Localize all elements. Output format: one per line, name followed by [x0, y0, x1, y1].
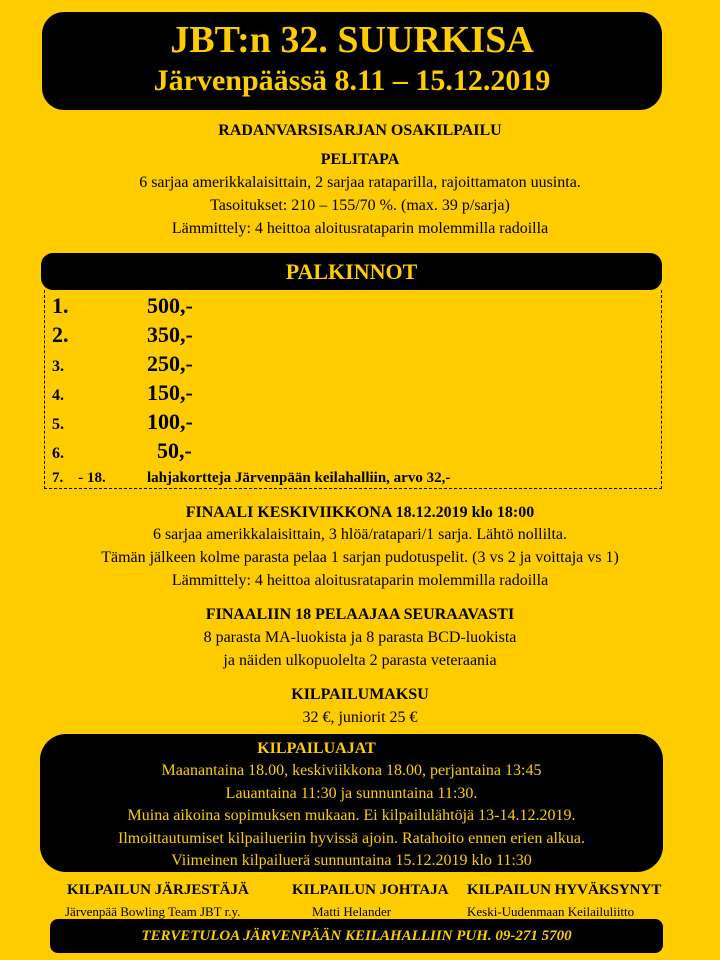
approved-name: Keski-Uudenmaan Keilailuliitto	[467, 904, 635, 919]
prize-row	[52, 350, 193, 381]
final-line-1: 6 sarjaa amerikkalaisittain, 3 hlöä/ratapari/1 sarja. Lähtö nollilta.	[152, 526, 568, 543]
qualify-line-2: ja näiden ulkopuolelta 2 parasta veteraania	[223, 652, 497, 669]
approved-label: KILPAILUN HYVÄKSYNYT	[467, 882, 662, 898]
times-line-3: Muina aikoina sopimuksen mukaan. Ei kilpailulähtöjä 13-14.12.2019.	[127, 807, 576, 824]
organizer-name: Järvenpää Bowling Team JBT r.y.	[65, 904, 241, 919]
organizer-label: KILPAILUN JÄRJESTÄJÄ	[67, 882, 249, 898]
title-banner	[42, 12, 662, 110]
prize-amount: 500,-	[147, 293, 193, 318]
prize-rank: 3.	[52, 358, 64, 375]
prize-amount: 250,-	[147, 351, 193, 376]
prize-giftcard-text: lahjakortteja Järvenpään keilahalliin, arvo 32,-	[147, 470, 451, 486]
pelitapa-line-3: Lämmittely: 4 heittoa aloitusrataparin molemmilla radoilla	[171, 220, 549, 237]
prize-row	[52, 292, 193, 320]
times-line-1: Maanantaina 18.00, keskiviikkona 18.00, perjantaina 13:45	[161, 762, 542, 779]
times-heading: KILPAILUAJAT	[257, 740, 376, 757]
prize-rank: 2.	[52, 322, 69, 347]
times-line-5: Viimeinen kilpailuerä sunnuntaina 15.12.2019 klo 11:30	[171, 852, 532, 869]
pelitapa-line-2: Tasoitukset: 210 – 155/70 %. (max. 39 p/sarja)	[210, 197, 510, 214]
prize-rank: 5.	[52, 416, 64, 433]
series-label: RADANVARSISARJAN OSAKILPAILU	[218, 122, 502, 139]
prize-amount: 150,-	[147, 380, 193, 405]
prize-row	[52, 437, 192, 468]
times-box	[40, 734, 663, 872]
director-label: KILPAILUN JOHTAJA	[292, 882, 449, 898]
pelitapa-line-1: 6 sarjaa amerikkalaisittain, 2 sarjaa rataparilla, rajoittamaton uusinta.	[139, 174, 581, 191]
times-line-2: Lauantaina 11:30 ja sunnuntaina 11:30.	[225, 784, 478, 802]
prize-row	[52, 408, 193, 439]
page-title: JBT:n 32. SUURKISA	[170, 19, 534, 61]
prize-amount: 350,-	[147, 322, 193, 347]
prize-rank: 1.	[52, 293, 69, 318]
page-subtitle: Järvenpäässä 8.11 – 15.12.2019	[153, 64, 551, 97]
prize-rank: 7. - 18.	[52, 470, 106, 486]
prize-row-giftcards	[52, 468, 450, 488]
fee-text: 32 €, juniorit 25 €	[302, 709, 418, 726]
qualify-line-1: 8 parasta MA-luokista ja 8 parasta BCD-luokista	[203, 629, 517, 646]
prize-amount: 50,-	[157, 438, 192, 463]
prize-rank: 4.	[52, 387, 64, 404]
welcome-banner: TERVETULOA JÄRVENPÄÄN KEILAHALLIIN PUH. 09-271 5700	[50, 919, 663, 953]
prize-amount: 100,-	[147, 409, 193, 434]
director-name: Matti Helander	[312, 904, 392, 919]
prize-row	[52, 321, 193, 349]
final-line-2: Tämän jälkeen kolme parasta pelaa 1 sarjan pudotuspelit. (3 vs 2 ja voittaja vs 1)	[101, 549, 619, 566]
final-line-3: Lämmittely: 4 heittoa aloitusrataparin molemmilla radoilla	[171, 572, 549, 589]
final-heading: FINAALI KESKIVIIKKONA 18.12.2019 klo 18:00	[185, 504, 535, 521]
times-line-4: Ilmoittautumiset kilpailueriin hyvissä ajoin. Ratahoito ennen erien alkua.	[118, 829, 585, 847]
qualify-heading: FINAALIIN 18 PELAAJAA SEURAAVASTI	[205, 606, 515, 623]
prize-rank: 6.	[52, 445, 64, 462]
prize-row	[52, 379, 193, 410]
pelitapa-heading: PELITAPA	[320, 151, 400, 168]
fee-heading: KILPAILUMAKSU	[291, 686, 429, 703]
prizes-heading: PALKINNOT	[41, 253, 662, 290]
